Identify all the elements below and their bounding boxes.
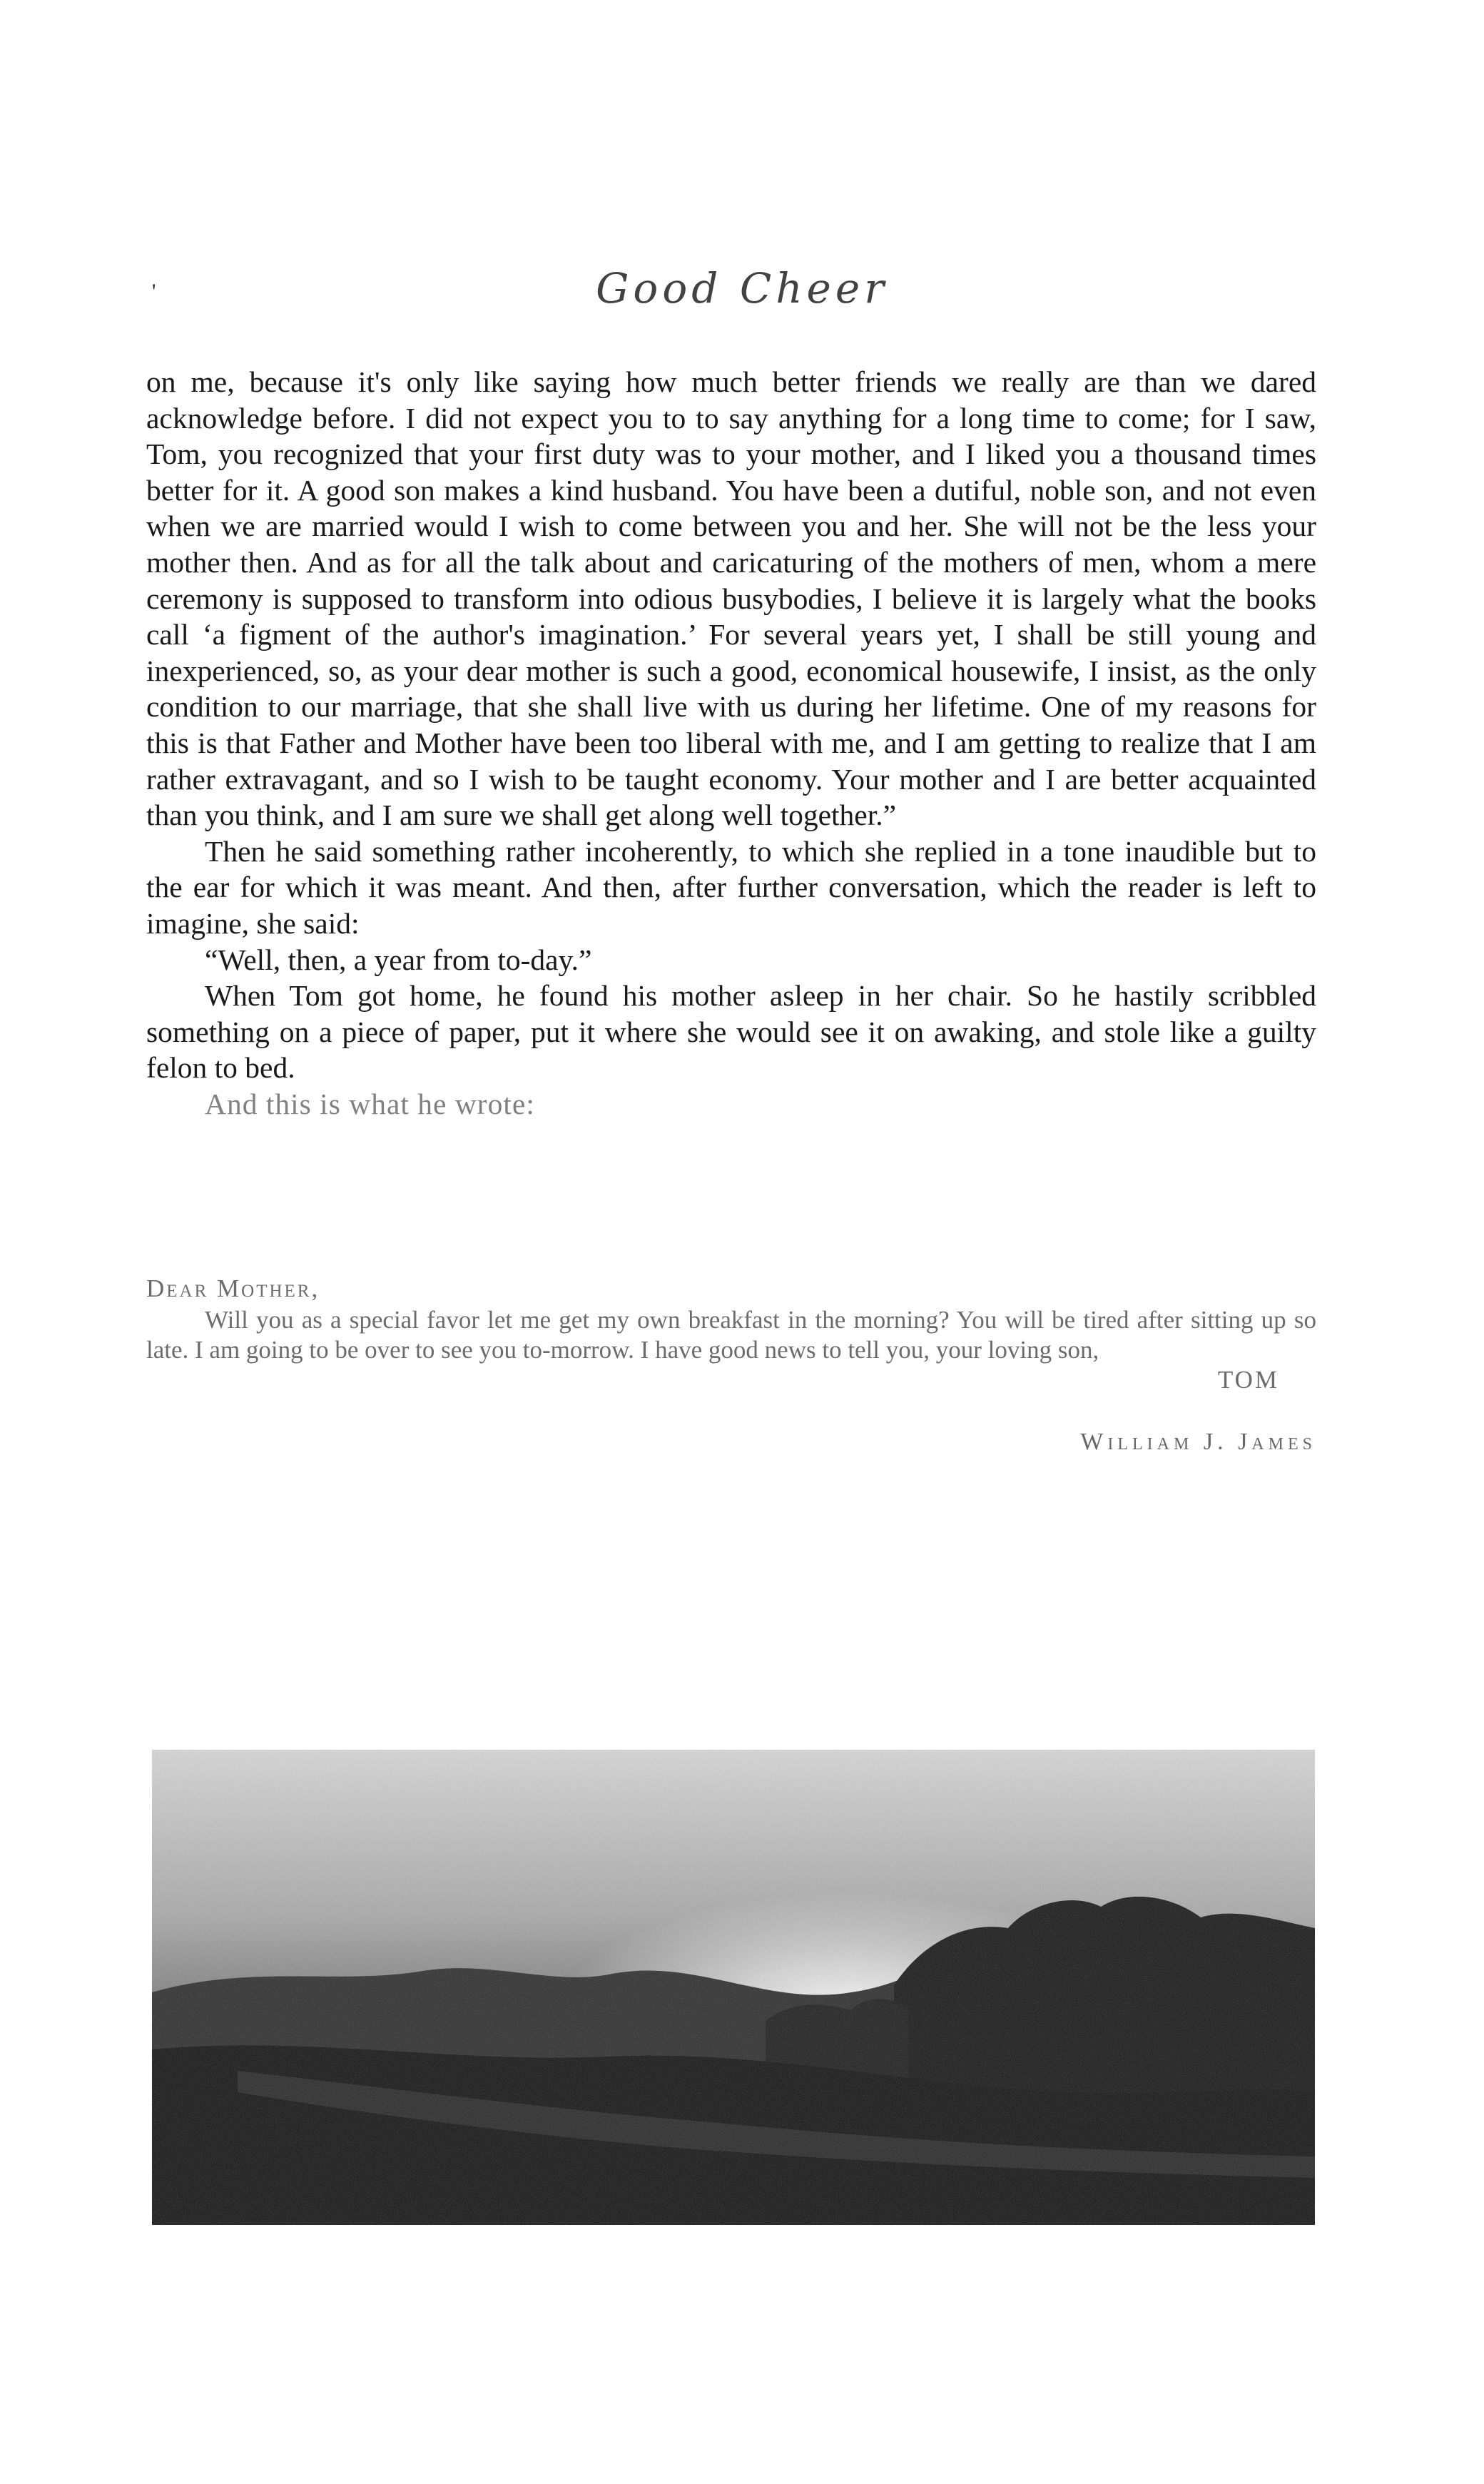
paragraph: When Tom got home, he found his mother asleep in her chair. So he hastily scribbled something on a piece of paper, put it where she would see it on awaking, and stole like a guilty felon to bed. (146, 979, 1316, 1085)
running-head: Good Cheer (596, 264, 888, 313)
author-signature: William J. James (1080, 1429, 1316, 1455)
letter-body: Will you as a special favor let me get my own breakfast in the morning? You will be tired after sitting up so late. I am going to be over to see you to-morrow. I have good news to tell you, your loving son, (146, 1306, 1316, 1364)
engraving-texture (152, 1750, 1315, 2225)
letter-salutation: Dear Mother, (146, 1274, 320, 1302)
landscape-illustration (152, 1750, 1315, 2225)
paragraph: Then he said something rather incoherently, to which she replied in a tone inaudible but to the ear for which it was meant. And then, after further conversation, which the reader is left to imagine, she said: (146, 834, 1316, 940)
paragraph: on me, because it's only like saying how much better friends we really are than we dared acknowledge before. I did not expect you to to say anything for a long time to come; for I saw, Tom, you recognized that your first duty was to your mother, and I liked you a thousand times better for it. A good son makes a kind husband. You have been a dutiful, noble son, and not even when we are married would I wish to come between you and her. She will not be the less your mother then. And as for all the talk about and caricaturing of the mothers of men, whom a mere ceremony is supposed to transform into odious busybodies, I believe it is largely what the books call ‘a figment of the author's imagination.’ For several years yet, I shall be still young and inexperienced, so, as your dear mother is such a good, economical housewife, I insist, as the only condition to our marriage, that she shall live with us during her lifetime. One of my reasons for this is that Father and Mother have been too liberal with me, and I am getting to realize that I am rather extravagant, and so I wish to be taught economy. Your mother and I are better acquainted than you think, and I am sure we shall get along well together.” (146, 365, 1316, 832)
paragraph: And this is what he wrote: (205, 1087, 535, 1120)
folio-mark: ' (152, 280, 156, 303)
paragraph: “Well, then, a year from to-day.” (205, 943, 592, 976)
letter-signoff: TOM (1217, 1366, 1279, 1394)
letter-note (146, 1274, 1316, 1395)
story-text (146, 364, 1316, 1122)
